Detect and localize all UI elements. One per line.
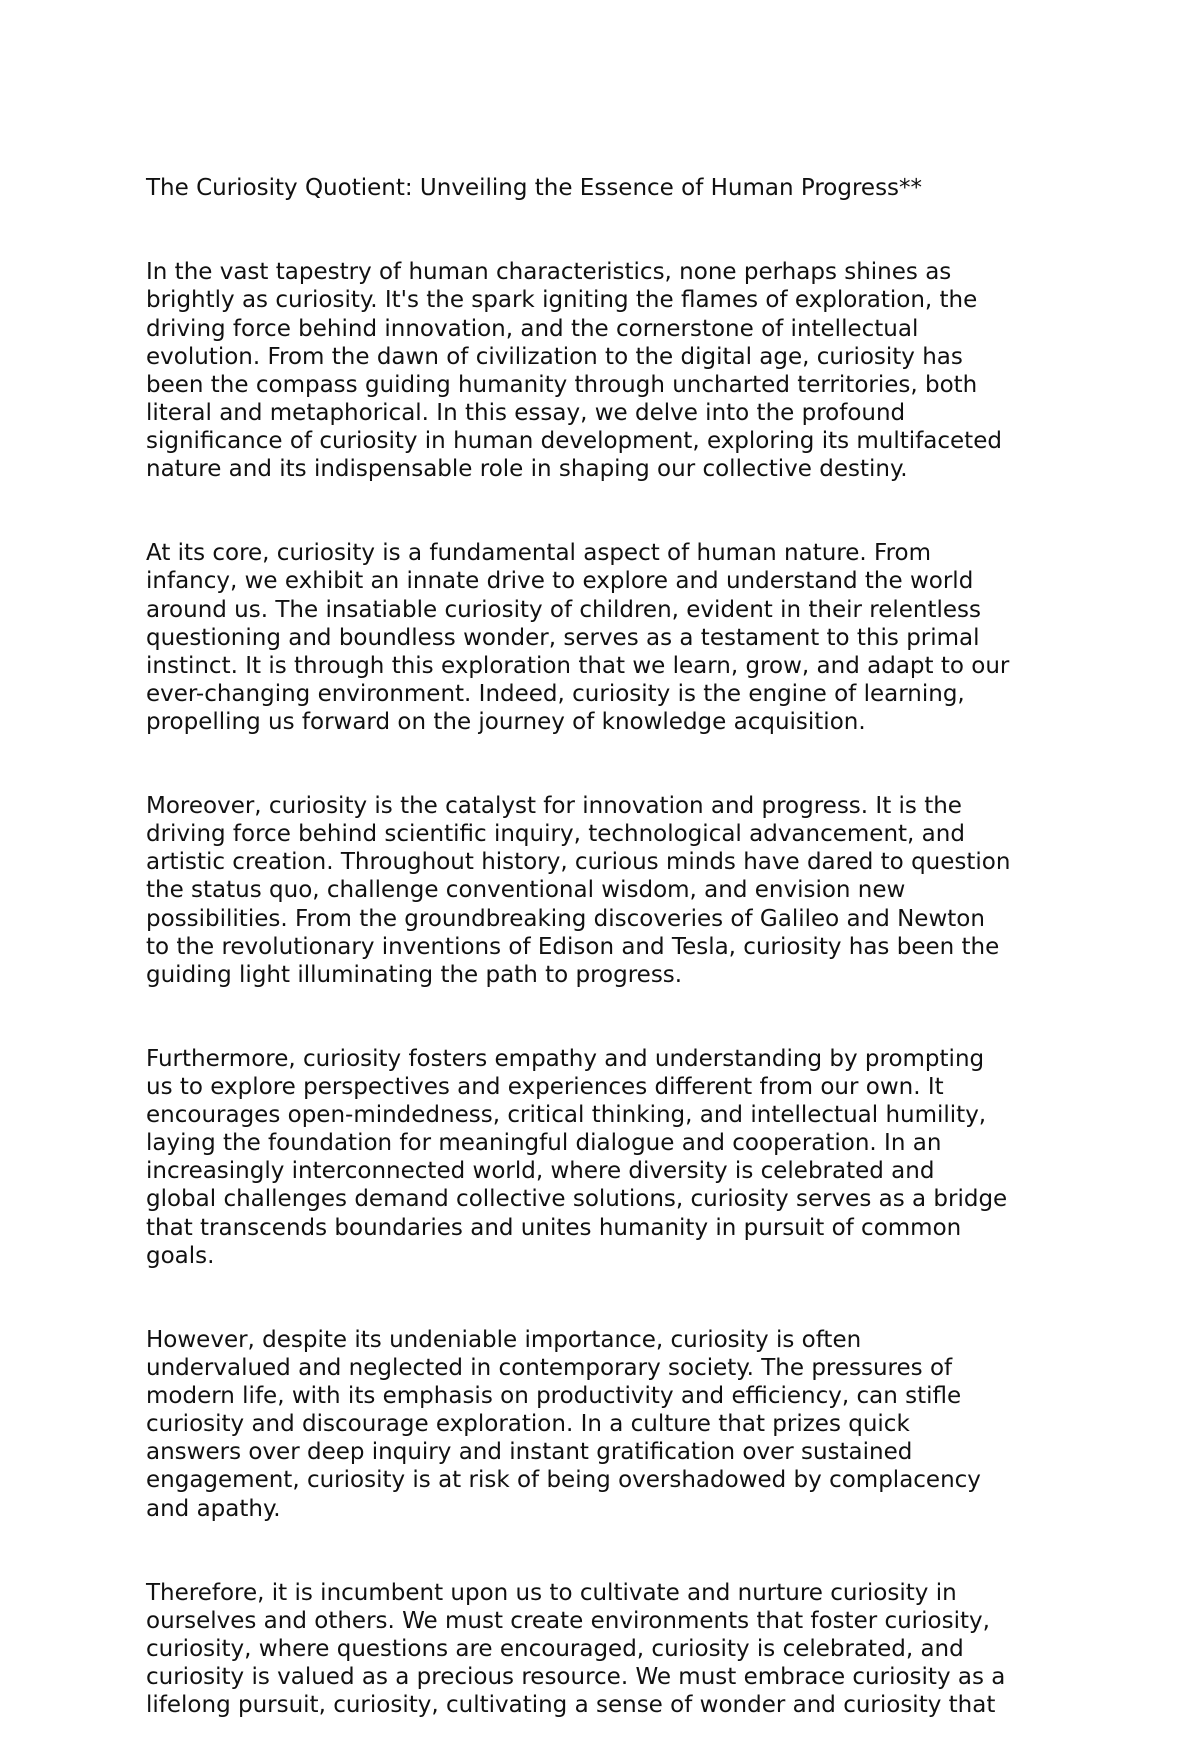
paragraph-4: Furthermore, curiosity fosters empathy and understanding by prompting us to explore perspectives and experiences different from our own. It encourages open-mindedness, critical thinking, and intellectual humility, laying the foundation for meaningful dialogue and cooperation. In an increasingly interconnected world, where diversity is celebrated and global challenges demand collective solutions, curiosity serves as a bridge that transcends boundaries and unites humanity in pursuit of common goals.	[146, 1046, 1008, 1269]
paragraph-1: In the vast tapestry of human characteristics, none perhaps shines as brightly as curiosity. It's the spark igniting the flames of exploration, the driving force behind innovation, and the cornerstone of intellectual evolution. From the dawn of civilization to the digital age, curiosity has been the compass guiding humanity through uncharted territories, both literal and metaphorical. In this essay, we delve into the profound significance of curiosity in human development, exploring its multifaceted nature and its indispensable role in shaping our collective destiny.	[146, 259, 1002, 483]
paragraph-3: Moreover, curiosity is the catalyst for innovation and progress. It is the driving force behind scientific inquiry, technological advancement, and artistic creation. Throughout history, curious minds have dared to question the status quo, challenge conventional wisdom, and envision new possibilities. From the groundbreaking discoveries of Galileo and Newton to the revolutionary inventions of Edison and Tesla, curiosity has been the guiding light illuminating the path to progress.	[146, 793, 1011, 988]
document-title: The Curiosity Quotient: Unveiling the Essence of Human Progress**	[146, 175, 923, 202]
paragraph-5: However, despite its undeniable importance, curiosity is often undervalued and neglected in contemporary society. The pressures of modern life, with its emphasis on productivity and efficiency, can stifle curiosity and discourage exploration. In a culture that prizes quick answers over deep inquiry and instant gratification over sustained engagement, curiosity is at risk of being overshadowed by complacency and apathy.	[146, 1326, 981, 1522]
paragraph-2: At its core, curiosity is a fundamental aspect of human nature. From infancy, we exhibit an innate drive to explore and understand the world around us. The insatiable curiosity of children, evident in their relentless questioning and boundless wonder, serves as a testament to this primal instinct. It is through this exploration that we learn, grow, and adapt to our ever-changing environment. Indeed, curiosity is the engine of learning, propelling us forward on the journey of knowledge acquisition.	[146, 540, 1010, 735]
document-body	[146, 146, 1086, 1747]
paragraph-6: Therefore, it is incumbent upon us to cultivate and nurture curiosity in ourselves and others. We must create environments that foster curiosity, curiosity, where questions are encouraged, curiosity is celebrated, and curiosity is valued as a precious resource. We must embrace curiosity as a lifelong pursuit, curiosity, cultivating a sense of wonder and curiosity that	[146, 1579, 1006, 1719]
